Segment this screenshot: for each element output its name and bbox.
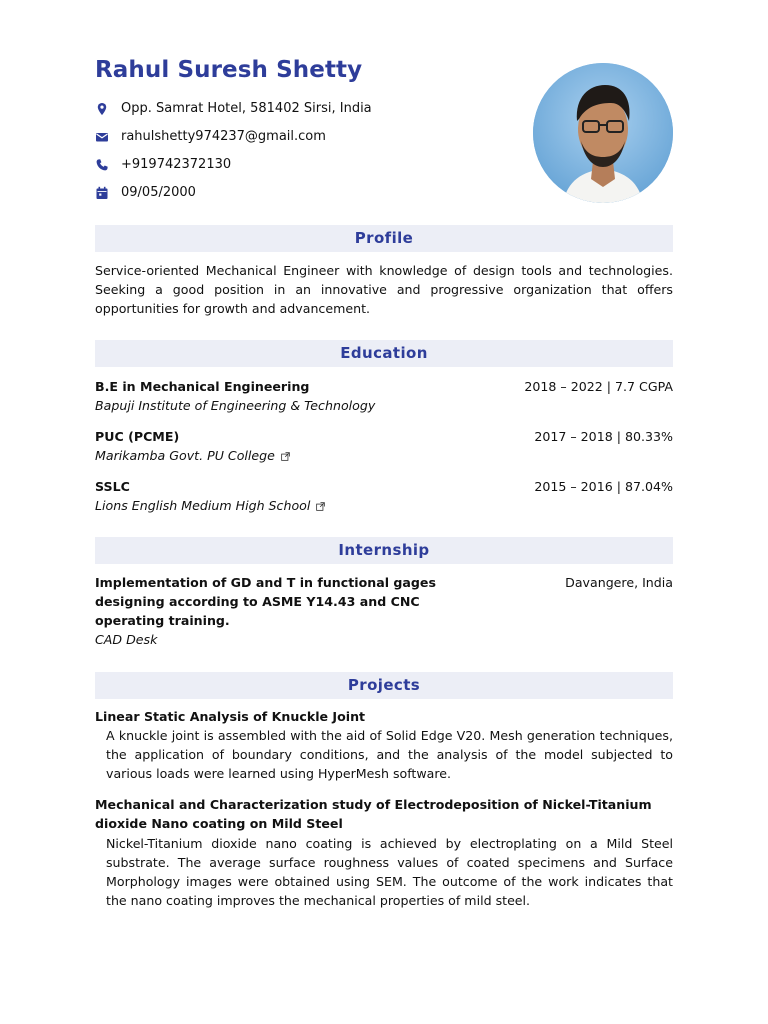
external-link-icon[interactable] [281,452,290,461]
email-link[interactable]: rahulshetty974237@gmail.com [121,129,326,144]
contact-dob [95,185,196,201]
profile-summary: Service-oriented Mechanical Engineer with knowledge of design tools and technologies. Seeking a good position in an innovative and progressive organization that offers opportunities for growth and advancement. [95,263,673,316]
education-entry [95,477,673,515]
internship-entry [95,573,673,649]
education-dates: 2015 – 2016 [534,479,613,494]
contact-email [95,129,326,145]
education-degree: PUC (PCME) [95,429,180,444]
project-title: Mechanical and Characterization study of Electrodeposition of Nickel-Titanium dioxide Nano coating on Mild Steel [95,797,652,831]
calendar-icon [95,186,109,200]
internship-title-line: operating training. [95,613,230,628]
project-title: Linear Static Analysis of Knuckle Joint [95,709,366,724]
profile-photo [533,63,673,203]
section-projects-heading: Projects [95,672,673,699]
external-link-icon[interactable] [316,502,325,511]
education-dates-score: 2018 – 2022 | 7.7 CGPA [524,379,673,394]
education-degree: B.E in Mechanical Engineering [95,379,310,394]
education-dates: 2017 – 2018 [534,429,613,444]
project-description: Nickel-Titanium dioxide nano coating is achieved by electroplating on a Mild Steel substrate. The average surface roughness values of coated specimens and Surface Morphology images were obtained using SEM. The outcome of the work indicates that the nano coating improves the mechanical properties of mild steel. [106,836,673,908]
internship-title-line: designing according to ASME Y14.43 and CNC [95,594,420,609]
education-score: 87.04% [624,479,673,494]
section-internship-heading: Internship [95,537,673,564]
education-institution: Bapuji Institute of Engineering & Technology [95,398,376,413]
candidate-name: Rahul Suresh Shetty [95,57,363,83]
section-profile-heading: Profile [95,225,673,252]
education-entry [95,377,673,415]
phone-text[interactable]: +919742372130 [121,157,232,172]
internship-location: Davangere, India [565,575,673,590]
education-degree: SSLC [95,479,130,494]
internship-company: CAD Desk [95,632,158,647]
envelope-icon [95,130,109,144]
dob-text: 09/05/2000 [121,185,196,200]
project-description: A knuckle joint is assembled with the aid of Solid Edge V20. Mesh generation techniques, the application of boundary conditions, and the analysis of the model subjected to various loads were learned using HyperMesh software. [106,728,673,781]
education-dates-score: 2017 – 2018 | 80.33% [534,429,673,444]
education-dates: 2018 – 2022 [524,379,603,394]
education-score: 7.7 CGPA [615,379,673,394]
address-text: Opp. Samrat Hotel, 581402 Sirsi, India [121,101,372,116]
location-pin-icon [95,102,109,116]
contact-address [95,101,372,117]
section-education-heading: Education [95,340,673,367]
education-entry [95,427,673,465]
education-institution: Lions English Medium High School [95,498,311,513]
contact-phone [95,157,231,173]
education-score: 80.33% [624,429,673,444]
education-dates-score: 2015 – 2016 | 87.04% [534,479,673,494]
phone-icon [95,158,109,172]
education-institution-line [95,446,673,465]
education-institution: Marikamba Govt. PU College [95,448,275,463]
internship-title-line: Implementation of GD and T in functional gages [95,575,436,590]
education-institution-line [95,496,673,515]
